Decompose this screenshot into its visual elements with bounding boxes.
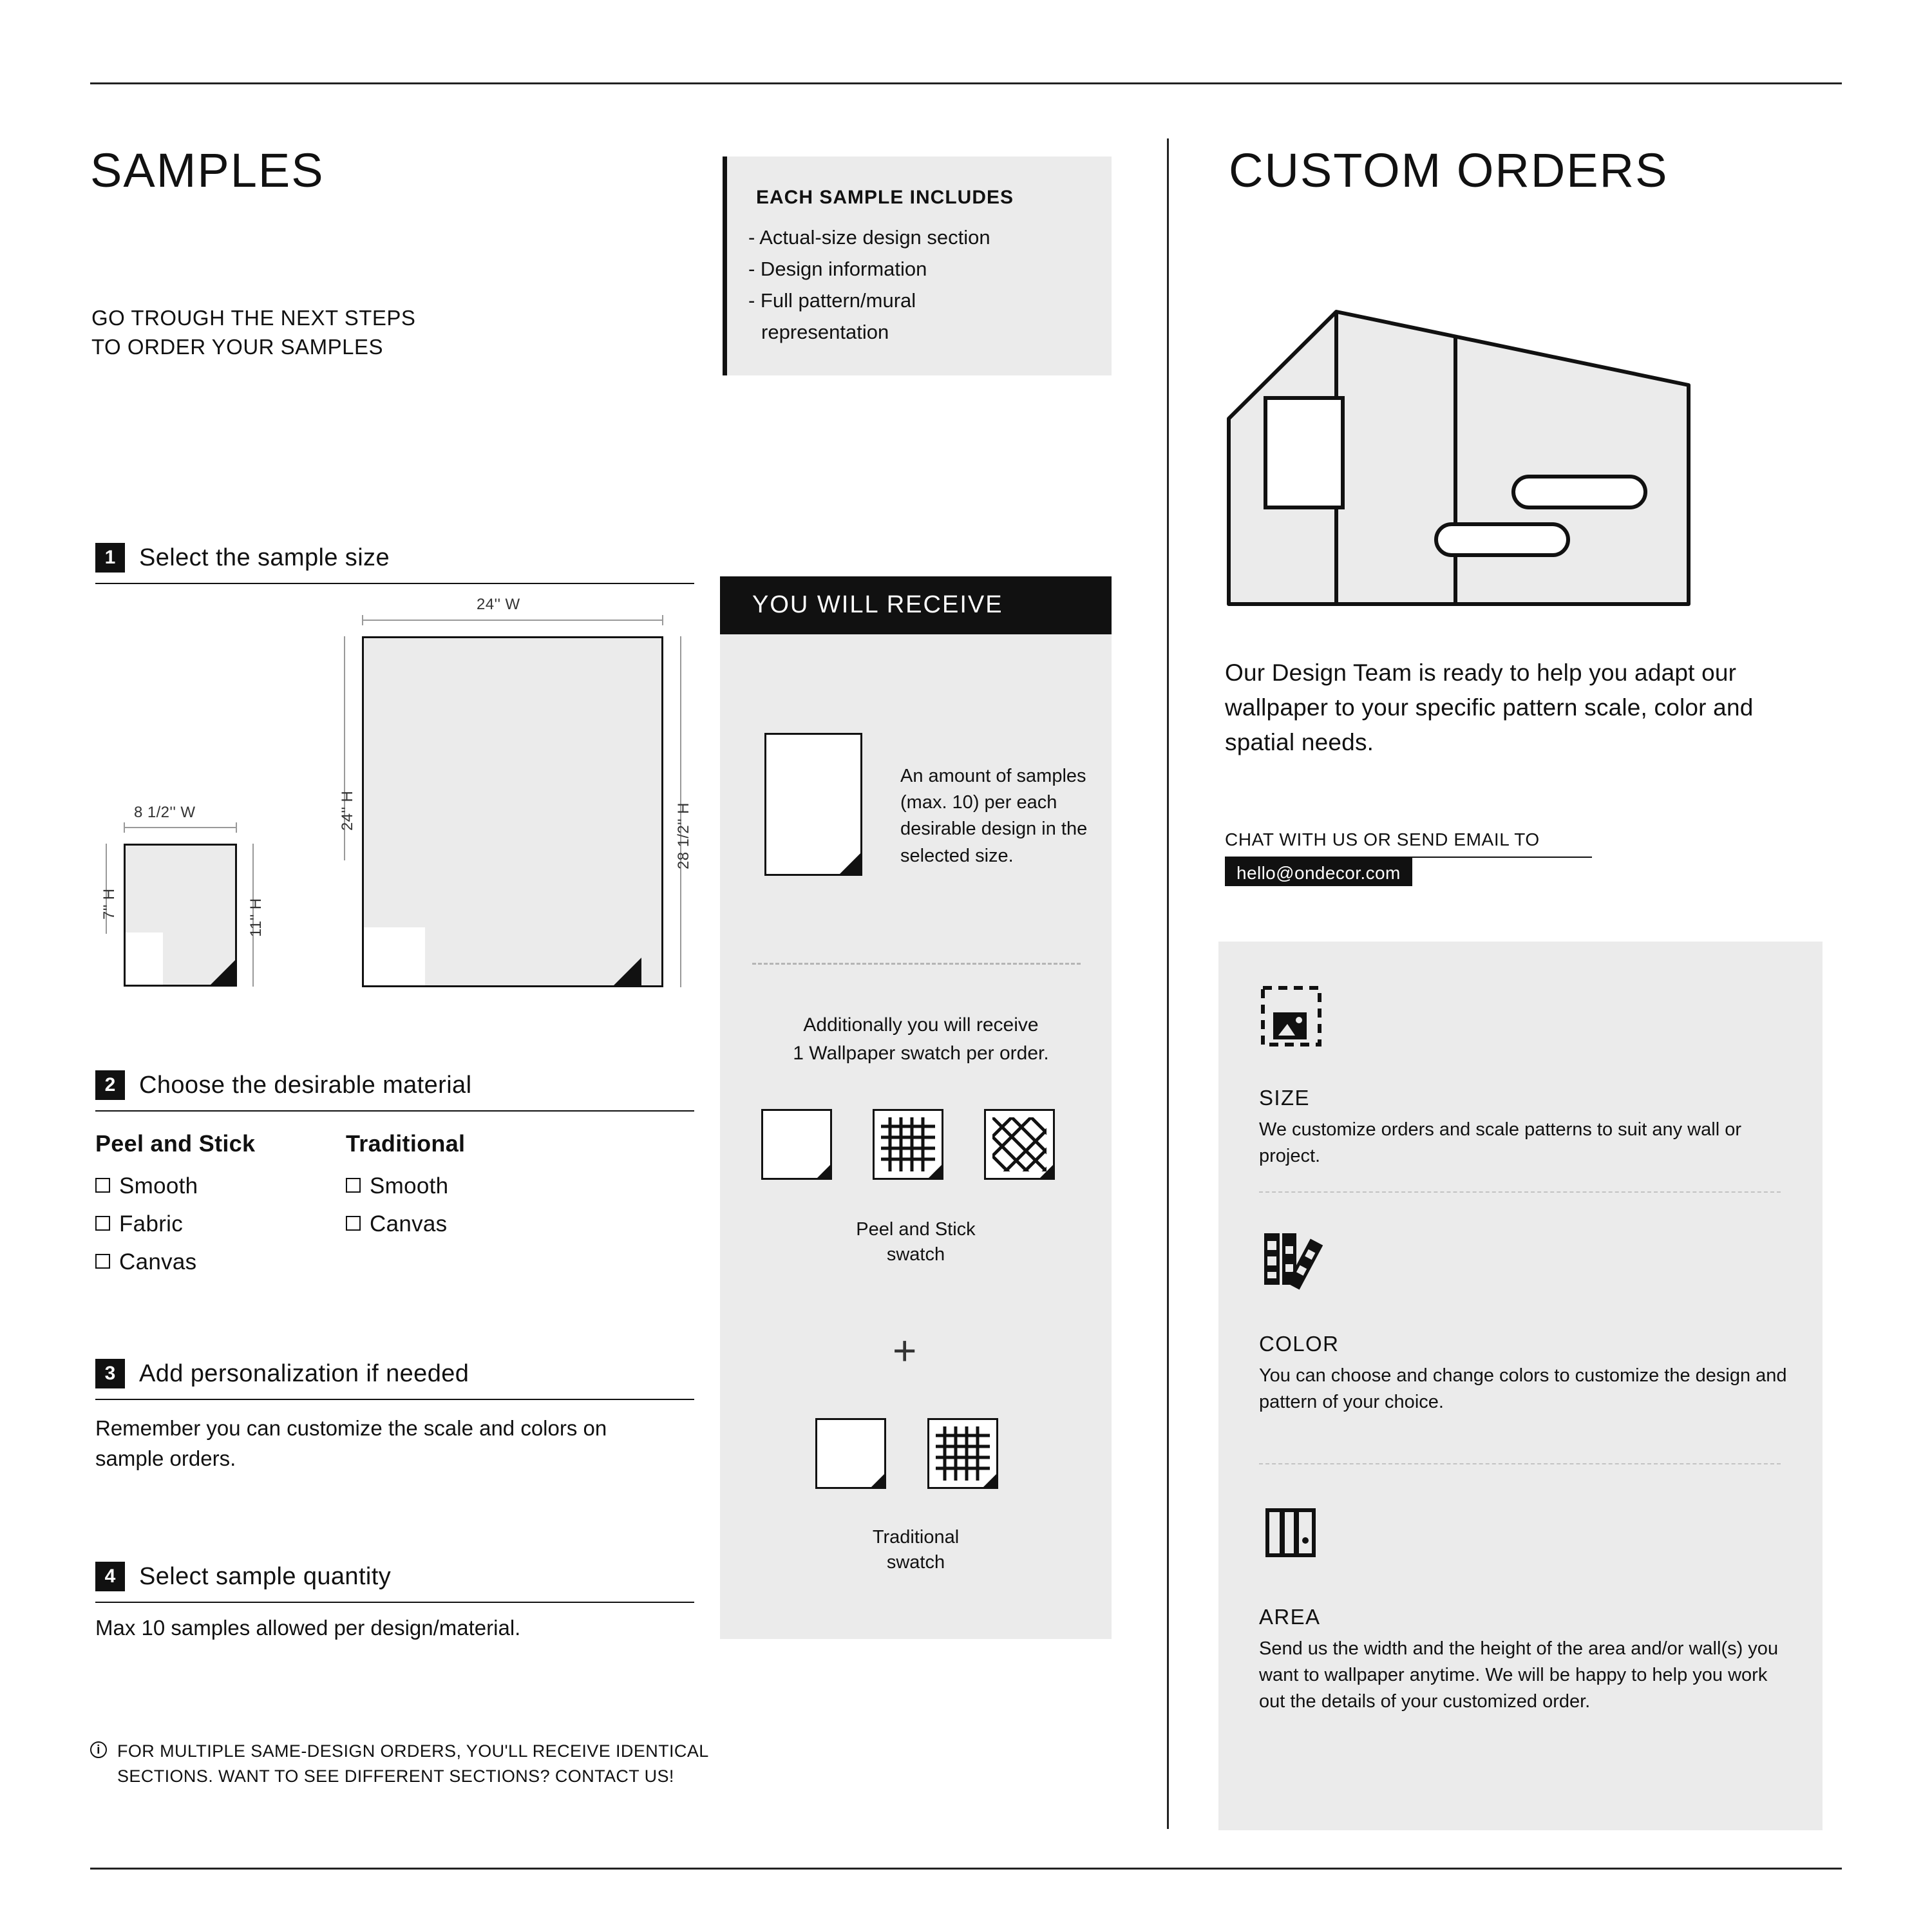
feature-size (1259, 1086, 1794, 1170)
dim-label-small-height2: 11'' H (247, 898, 265, 937)
step-4 (95, 1562, 694, 1591)
step-2-label: Choose the desirable material (139, 1071, 472, 1099)
size-icon-wrap (1259, 984, 1323, 1052)
sample-sheet-corner (838, 851, 862, 876)
checkbox-label: Fabric (119, 1211, 184, 1236)
custom-orders-title: CUSTOM ORDERS (1229, 144, 1669, 197)
checkbox-peel-fabric[interactable] (95, 1206, 255, 1244)
step-1-underline (95, 583, 694, 584)
step-3 (95, 1359, 694, 1388)
checkbox-box[interactable] (95, 1178, 110, 1193)
dim-label-large-height: 24'' H (339, 790, 356, 831)
samples-subtitle-line2: TO ORDER YOUR SAMPLES (91, 334, 384, 359)
info-icon: i (90, 1741, 107, 1758)
sample-size-small-inset (126, 933, 163, 985)
feature-area-text: Send us the width and the height of the area and/or wall(s) you want to wallpaper anytime. We will be happy to help you work out the details of your customized order. (1259, 1638, 1779, 1712)
step-3-underline (95, 1399, 694, 1400)
color-icon-wrap (1259, 1227, 1323, 1294)
material-column-traditional (346, 1130, 465, 1244)
you-will-receive-separator (752, 963, 1081, 965)
checkbox-box[interactable] (95, 1254, 110, 1269)
checkbox-label: Smooth (370, 1173, 449, 1198)
column-divider (1167, 138, 1169, 1829)
peel-and-stick-swatch-caption (781, 1217, 1051, 1267)
checkbox-box[interactable] (95, 1216, 110, 1231)
you-will-receive-title: YOU WILL RECEIVE (752, 591, 1003, 618)
you-will-receive-text-2-line1: Additionally you will receive (803, 1014, 1039, 1036)
step-4-label: Select sample quantity (139, 1562, 392, 1590)
traditional-swatch-caption (781, 1525, 1051, 1575)
swatch-corner (981, 1472, 998, 1489)
plus-icon: + (893, 1327, 917, 1374)
caption-line2: swatch (886, 1244, 945, 1265)
sample-size-large-inset (364, 927, 425, 985)
feature-area-title: AREA (1259, 1605, 1321, 1629)
caption-line2: swatch (886, 1552, 945, 1573)
area-icon-wrap (1259, 1501, 1323, 1568)
step-2-underline (95, 1110, 694, 1112)
image-frame-icon (1259, 984, 1323, 1048)
samples-subtitle-line1: GO TROUGH THE NEXT STEPS (91, 306, 416, 330)
material-heading-traditional: Traditional (346, 1130, 466, 1157)
samples-title: SAMPLES (90, 144, 325, 197)
checkbox-label: Canvas (370, 1211, 448, 1236)
step-3-text: Remember you can customize the scale and colors on sample orders. (95, 1416, 607, 1470)
step-1-label: Select the sample size (139, 544, 390, 571)
feature-color (1259, 1332, 1794, 1416)
email-link[interactable]: hello@ondecor.com (1225, 858, 1412, 886)
step-2-number: 2 (95, 1070, 125, 1100)
step-3-number: 3 (95, 1359, 125, 1388)
checkbox-box[interactable] (346, 1216, 361, 1231)
material-heading-peel-and-stick: Peel and Stick (95, 1130, 256, 1157)
feature-divider-2 (1259, 1463, 1781, 1464)
includes-accent-bar (723, 156, 727, 375)
includes-title: EACH SAMPLE INCLUDES (756, 187, 1014, 208)
dim-label-small-height: 7'' H (100, 888, 118, 920)
step-2 (95, 1070, 694, 1100)
swatch-corner (869, 1472, 886, 1489)
dim-tick (236, 822, 237, 833)
feature-size-text: We customize orders and scale patterns to suit any wall or project. (1259, 1119, 1741, 1167)
swatch-corner (927, 1163, 943, 1180)
chat-with-us-label: CHAT WITH US OR SEND EMAIL TO (1225, 829, 1540, 849)
dim-label-large-height2: 28 1/2'' H (675, 802, 692, 869)
footnote (90, 1739, 889, 1789)
sample-size-small-corner (210, 960, 236, 985)
you-will-receive-text-2 (747, 1011, 1095, 1067)
step-4-underline (95, 1602, 694, 1603)
dim-tick (124, 822, 125, 833)
checkbox-box[interactable] (346, 1178, 361, 1193)
feature-color-text: You can choose and change colors to customize the design and pattern of your choice. (1259, 1365, 1787, 1413)
dim-tick (662, 615, 663, 625)
step-1-number: 1 (95, 543, 125, 573)
caption-line1: Peel and Stick (856, 1219, 976, 1240)
checkbox-label: Canvas (119, 1249, 197, 1274)
includes-list (748, 222, 1096, 348)
checkbox-traditional-smooth[interactable] (346, 1168, 465, 1206)
room-illustration (1224, 303, 1713, 612)
checkbox-peel-smooth[interactable] (95, 1168, 255, 1206)
you-will-receive-text-1: An amount of samples (max. 10) per each desirable design in the selected size. (900, 766, 1088, 866)
includes-item: - Full pattern/mural (748, 289, 916, 312)
bottom-divider (90, 1868, 1842, 1870)
you-will-receive-header (720, 576, 1112, 634)
step-4-number: 4 (95, 1562, 125, 1591)
checkbox-label: Smooth (119, 1173, 198, 1198)
checkbox-peel-canvas[interactable] (95, 1244, 255, 1282)
dim-label-large-width: 24'' W (477, 596, 520, 613)
includes-item: - Actual-size design section (748, 226, 990, 249)
dim-label-small-width: 8 1/2'' W (134, 804, 196, 821)
you-will-receive-text-2-line2: 1 Wallpaper swatch per order. (793, 1042, 1049, 1064)
color-swatch-fan-icon (1259, 1227, 1323, 1291)
caption-line1: Traditional (872, 1527, 960, 1548)
wall-panels-icon (1259, 1501, 1323, 1565)
swatch-corner (815, 1163, 832, 1180)
dim-line-large-width (362, 620, 663, 621)
footnote-line1: FOR MULTIPLE SAME-DESIGN ORDERS, YOU'LL RECEIVE IDENTICAL (117, 1741, 709, 1761)
dim-line-small-width (124, 827, 237, 828)
footnote-line2: SECTIONS. WANT TO SEE DIFFERENT SECTIONS? CONTACT US! (117, 1766, 674, 1786)
material-column-peel-and-stick (95, 1130, 255, 1281)
top-divider (90, 82, 1842, 84)
includes-item: representation (761, 320, 889, 343)
feature-area (1259, 1605, 1794, 1716)
includes-item: - Design information (748, 257, 927, 280)
feature-size-title: SIZE (1259, 1086, 1310, 1110)
checkbox-traditional-canvas[interactable] (346, 1206, 465, 1244)
samples-subtitle (91, 304, 415, 361)
feature-color-title: COLOR (1259, 1332, 1340, 1356)
feature-divider-1 (1259, 1191, 1781, 1193)
sample-size-large-corner (613, 958, 641, 986)
step-4-text: Max 10 samples allowed per design/material. (95, 1616, 521, 1640)
custom-orders-lead: Our Design Team is ready to help you adapt our wallpaper to your specific pattern scale, color and spatial needs. (1225, 659, 1754, 756)
swatch-corner (1038, 1163, 1055, 1180)
step-3-label: Add personalization if needed (139, 1359, 469, 1387)
step-1 (95, 543, 694, 573)
dim-tick (362, 615, 363, 625)
